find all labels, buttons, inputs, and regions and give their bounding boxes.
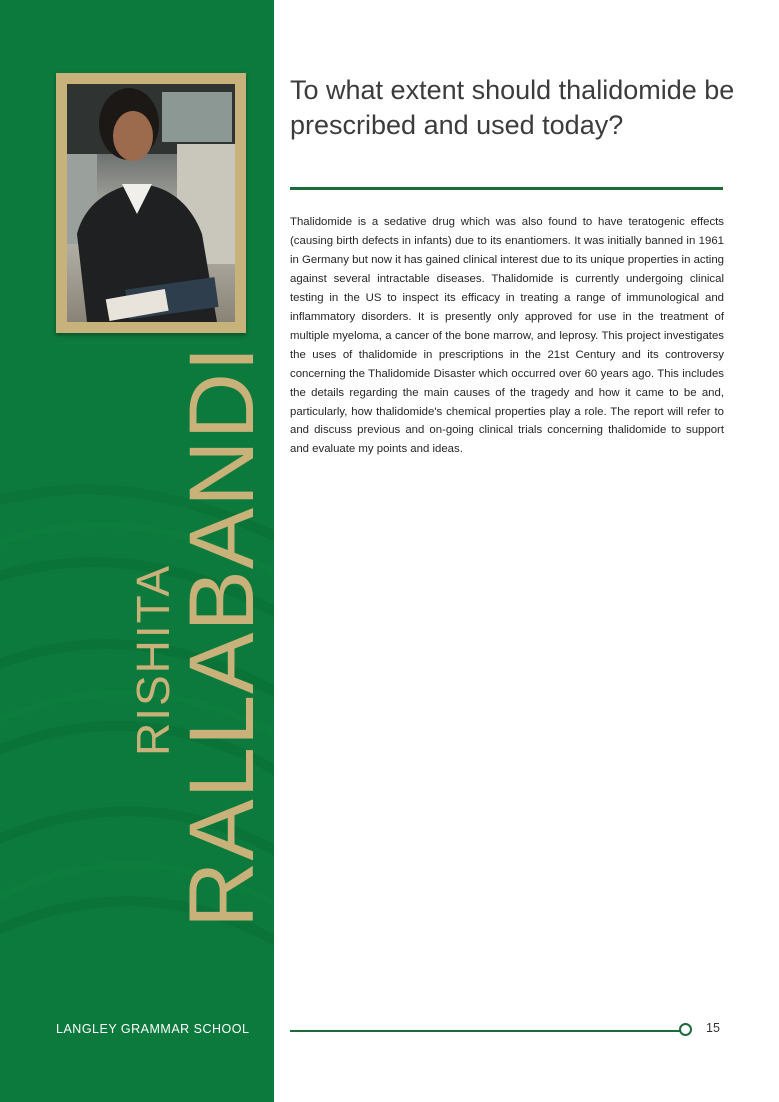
article-body: Thalidomide is a sedative drug which was also found to have teratogenic effects (causing birth defects in infants) due to its enantiomers. It was initially banned in 1961 in Germany but now it has gained clinical interest due to its unique properties in acting against several intractable diseases. Thalidomide is currently undergoing clinical testing in the US to inspect its efficacy in treating a range of immunological and inflammatory disorders. It is presently only approved for use in the treatment of multiple myeloma, a cancer of the bone marrow, and leprosy. This project investigates the uses of thalidomide in prescriptions in the 21st Century and its controversy concerning the Thalidomide Disaster which occurred over 60 years ago. This includes the details regarding the main causes of the tragedy and how it came to be and, particularly, how thalidomide's chemical properties play a role. The report will refer to and discuss previous and on-going clinical trials concerning thalidomide to support and evaluate my points and ideas. (290, 216, 724, 456)
portrait-illustration (67, 84, 235, 322)
portrait-frame (56, 73, 246, 333)
footer-line (290, 1030, 680, 1032)
school-name: LANGLEY GRAMMAR SCHOOL (56, 1022, 250, 1036)
student-portrait (67, 84, 235, 322)
footer-circle-icon (679, 1023, 692, 1036)
page-number: 15 (706, 1021, 720, 1035)
student-last-name: RALLABANDI (171, 345, 273, 928)
title-divider (290, 187, 723, 190)
article-title: To what extent should thalidomide be prescribed and used today? (290, 75, 735, 140)
student-first-name: RISHITA (127, 563, 179, 756)
student-name (127, 345, 273, 928)
sidebar (0, 0, 274, 1102)
